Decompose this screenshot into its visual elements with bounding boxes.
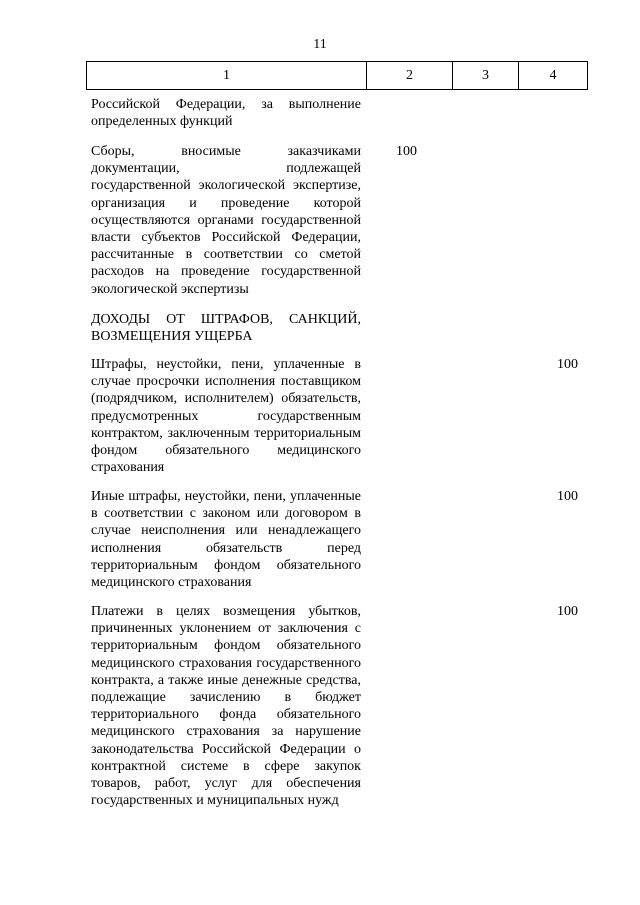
page-number: 11 [313,37,327,52]
table-row-text: Российской Федерации, за выполнение определенных функций [91,97,361,130]
table-row-text: Платежи в целях возмещения убытков, причиненных уклонением от заключения с территориальным фондом обязательного медицинского страхования государственного контракта, а также иные денежные средства, подлежащие зачислению в бюджет территориального фонда обязательного медицинского страхования за нарушение законодательства Российской Федерации о контрактной системе в сфере закупок товаров, работ, услуг для обеспечения государственных и муниципальных нужд [91,604,361,809]
table-row-col2-value: 100 [396,144,417,159]
table-header-col-2: 2 [366,62,452,89]
section-heading: ДОХОДЫ ОТ ШТРАФОВ, САНКЦИЙ, ВОЗМЕЩЕНИЯ УЩЕРБА [91,312,361,345]
table-header-col-4: 4 [518,62,587,89]
table-header-col-1: 1 [223,67,230,83]
table-row-col4-value: 100 [557,489,578,504]
table-row-text: Сборы, вносимые заказчиками документации, подлежащей государственной экологической экспертизе, организация и проведение которой осуществляются органами государственной власти субъектов Российской Федерации, рассчитанные в соответствии со сметой расходов на проведение государственной экологической экспертизы [91,144,361,297]
table-row-col4-value: 100 [557,604,578,619]
table-row-text: Штрафы, неустойки, пени, уплаченные в случае просрочки исполнения поставщиком (подрядчиком, исполнителем) обязательств, предусмотренных государственным контрактом, заключенным территориальным фондом обязательного медицинского страхования [91,357,361,476]
table-header-col-3: 3 [452,62,518,89]
table-row-col4-value: 100 [557,357,578,372]
table-header [86,61,588,90]
table-row-text: Иные штрафы, неустойки, пени, уплаченные в соответствии с законом или договором в случае неисполнения или ненадлежащего исполнения обязательств перед территориальным фондом обязательного медицинского страхования [91,489,361,591]
